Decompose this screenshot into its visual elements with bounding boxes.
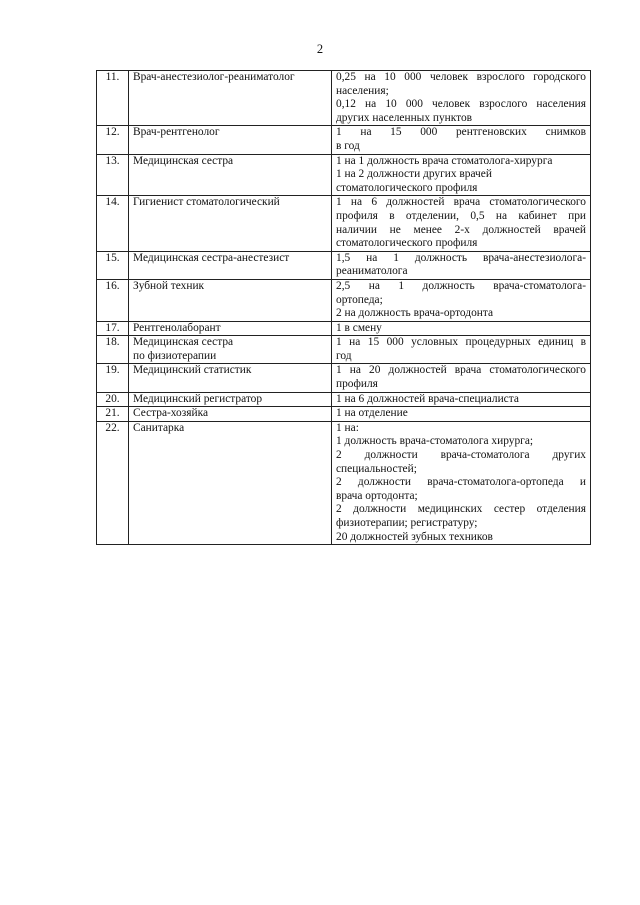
- table-row: [97, 336, 591, 364]
- staffing-norm-line: в год: [336, 139, 360, 152]
- table-row: [97, 154, 591, 196]
- staffing-norm: [332, 321, 591, 336]
- staffing-norm: [332, 154, 591, 196]
- staffing-norm: [332, 126, 591, 154]
- staffing-norm-line: 1 должность врача-стоматолога хирурга;: [336, 435, 534, 448]
- staffing-norm-line: 0,12 на 10 000 человек взрослого населения: [336, 98, 586, 111]
- row-number: 21.: [97, 407, 129, 422]
- position-title: Врач-рентгенолог: [129, 126, 332, 154]
- position-title: Санитарка: [129, 421, 332, 544]
- table-row: [97, 421, 591, 544]
- row-number: 16.: [97, 279, 129, 321]
- staffing-norm: [332, 364, 591, 392]
- staffing-norm: [332, 251, 591, 279]
- staffing-norms-table: [96, 70, 591, 545]
- table-row: [97, 321, 591, 336]
- staffing-norm-line: 2 должности медицинских сестер отделения: [336, 503, 586, 516]
- staffing-norm-line: профиля: [336, 378, 378, 391]
- position-title: Медицинский регистратор: [129, 392, 332, 407]
- staffing-norm-line: 1 на 1 должность врача стоматолога-хирурга: [336, 154, 553, 167]
- table-row: [97, 392, 591, 407]
- position-title: Рентгенолаборант: [129, 321, 332, 336]
- position-title: Гигиенист стоматологический: [129, 196, 332, 251]
- staffing-norm-line: реаниматолога: [336, 265, 408, 278]
- staffing-norm-line: физиотерапии; регистратуру;: [336, 517, 478, 529]
- row-number: 22.: [97, 421, 129, 544]
- staffing-norm-line: 20 должностей зубных техников: [336, 530, 493, 543]
- staffing-norm-line: ортопеда;: [336, 293, 383, 306]
- staffing-norm-line: населения;: [336, 84, 389, 97]
- staffing-norm: [332, 71, 591, 126]
- table-row: [97, 364, 591, 392]
- row-number: 12.: [97, 126, 129, 154]
- staffing-norm: [332, 421, 591, 544]
- position-title-line: Медицинская сестра: [133, 336, 234, 349]
- staffing-norm-line: 1 в смену: [336, 321, 382, 334]
- row-number: 13.: [97, 154, 129, 196]
- staffing-norm-line: 1 на отделение: [336, 407, 408, 420]
- staffing-norm-line: 1 на 15 000 условных процедурных единиц в: [336, 336, 586, 349]
- row-number: 14.: [97, 196, 129, 251]
- row-number: 19.: [97, 364, 129, 392]
- staffing-norm-line: год: [336, 349, 352, 362]
- table-row: [97, 126, 591, 154]
- staffing-norm-line: 1 на:: [336, 421, 359, 434]
- staffing-norm-line: врача ортодонта;: [336, 489, 418, 502]
- staffing-norm: [332, 407, 591, 422]
- position-title: Зубной техник: [129, 279, 332, 321]
- staffing-norm: [332, 392, 591, 407]
- position-title: Медицинская сестра: [129, 154, 332, 196]
- position-title: Сестра-хозяйка: [129, 407, 332, 422]
- page-number: 2: [316, 42, 324, 56]
- staffing-norm-line: 1 на 6 должностей врача-специалиста: [336, 392, 519, 405]
- staffing-norm-line: наличии не менее 2-х должностей врачей: [336, 223, 586, 236]
- staffing-norm-line: профиля в отделении, 0,5 на кабинет при: [336, 209, 586, 222]
- row-number: 18.: [97, 336, 129, 364]
- staffing-norm-line: 1 на 15 000 рентгеновских снимков: [336, 126, 586, 139]
- staffing-norm-line: стоматологического профиля: [336, 181, 478, 194]
- staffing-norm: [332, 279, 591, 321]
- staffing-norm-line: 2,5 на 1 должность врача-стоматолога-: [336, 279, 586, 292]
- row-number: 17.: [97, 321, 129, 336]
- position-title: Медицинская сестра-анестезист: [129, 251, 332, 279]
- table-body: [97, 71, 591, 545]
- staffing-norm-line: 1,5 на 1 должность врача-анестезиолога-: [336, 251, 586, 264]
- table-row: [97, 407, 591, 422]
- staffing-norm-line: 2 на должность врача-ортодонта: [336, 307, 494, 320]
- staffing-norm-line: специальностей;: [336, 462, 417, 475]
- staffing-norm-line: других населенных пунктов: [336, 111, 473, 124]
- staffing-norm: [332, 196, 591, 251]
- staffing-norm: [332, 336, 591, 364]
- staffing-norm-line: 2 должности врача-стоматолога-ортопеда и: [336, 476, 586, 489]
- table-row: [97, 251, 591, 279]
- staffing-norm-line: стоматологического профиля: [336, 237, 478, 250]
- position-title: [129, 336, 332, 364]
- position-title: Медицинский статистик: [129, 364, 332, 392]
- position-title: Врач-анестезиолог-реаниматолог: [129, 71, 332, 126]
- table-row: [97, 71, 591, 126]
- staffing-norm-line: 1 на 2 должности других врачей: [336, 168, 492, 181]
- staffing-norm-line: 1 на 20 должностей врача стоматологического: [336, 364, 586, 377]
- staffing-norm-line: 2 должности врача-стоматолога других: [336, 449, 586, 462]
- row-number: 20.: [97, 392, 129, 407]
- table-row: [97, 279, 591, 321]
- row-number: 11.: [97, 71, 129, 126]
- position-title-line: по физиотерапии: [133, 349, 217, 362]
- staffing-norm-line: 0,25 на 10 000 человек взрослого городского: [336, 71, 586, 83]
- table-row: [97, 196, 591, 251]
- row-number: 15.: [97, 251, 129, 279]
- staffing-norm-line: 1 на 6 должностей врача стоматологического: [336, 196, 586, 209]
